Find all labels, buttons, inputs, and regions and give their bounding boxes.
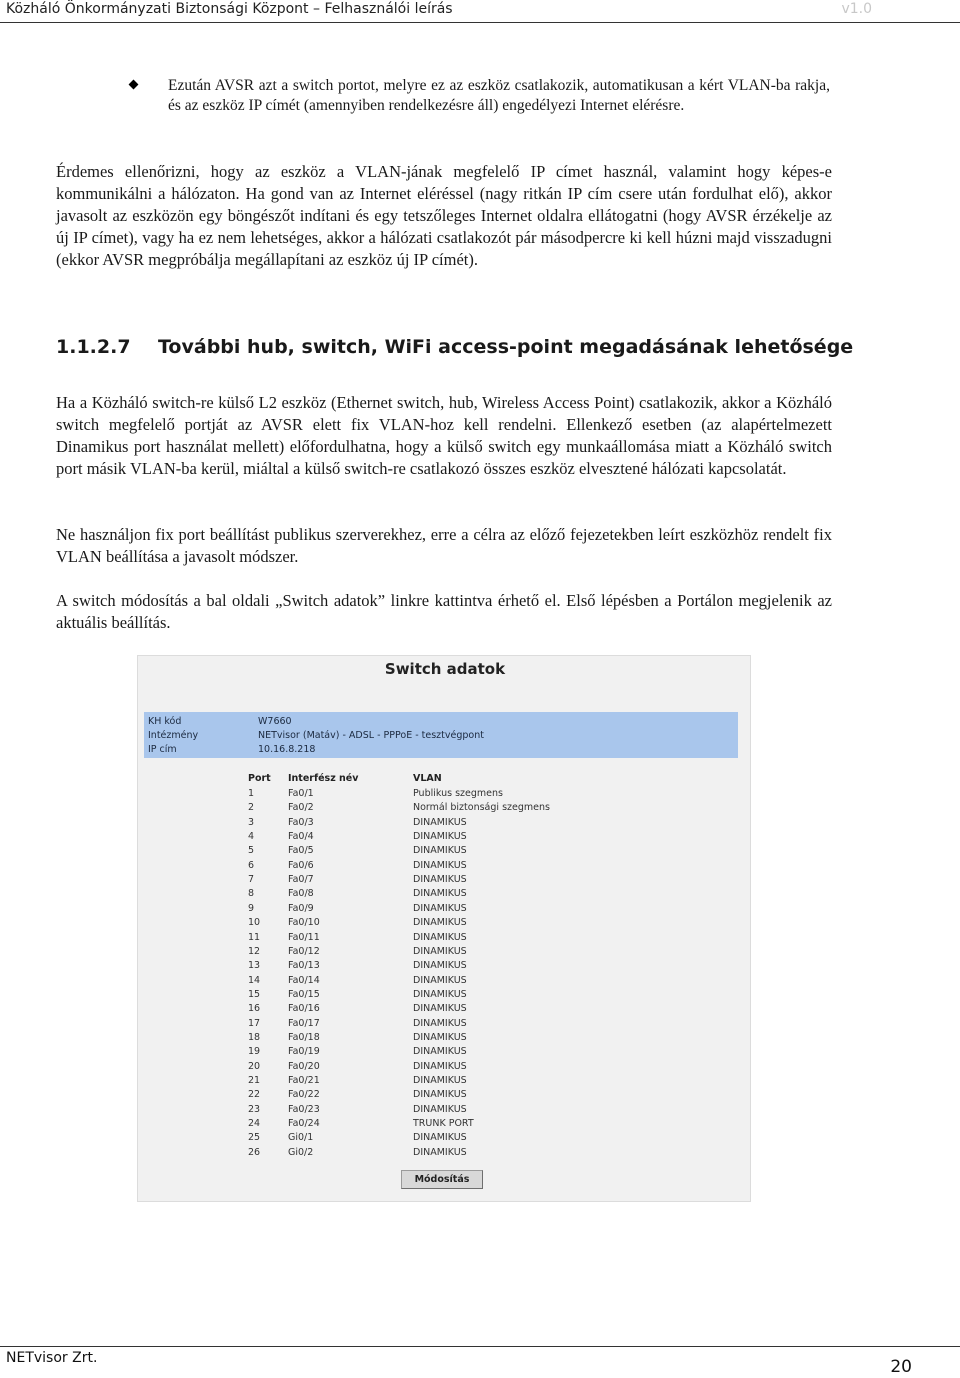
info-value: NETvisor (Matáv) - ADSL - PPPoE - tesztvégpont (258, 730, 484, 741)
port-cell: 26 (248, 1146, 261, 1158)
interface-cell: Fa0/4 (288, 831, 314, 843)
port-cell: 23 (248, 1103, 261, 1115)
port-cell: 20 (248, 1060, 261, 1072)
col-interface: Interfész név (288, 773, 359, 784)
interface-cell: Fa0/18 (288, 1031, 320, 1043)
paragraph-external-l2: Ha a Közháló switch-re külső L2 eszköz (Ethernet switch, hub, Wireless Access Point) csatlakozik, akkor a Közháló switch megfelelő portját az AVSR elett fix VLAN-hoz kell rendelni. Ellenkező esetben (az alapértelmezett Dinamikus port használat mellett) előfordulhatna, hogy a külső switch egy munkaállomása miatt a Közháló switch port másik VLAN-ba kerül, miáltal a külső switch-re csatlakozó összes eszköz elvesztené hálózati kapcsolatát. (56, 393, 832, 478)
port-cell: 18 (248, 1031, 261, 1043)
interface-cell: Fa0/2 (288, 802, 314, 814)
switch-data-title: Switch adatok (384, 660, 506, 678)
interface-cell: Fa0/9 (288, 902, 314, 914)
interface-cell: Fa0/16 (288, 1003, 320, 1015)
modify-button[interactable]: Módosítás (401, 1170, 483, 1189)
info-value: 10.16.8.218 (258, 744, 316, 755)
vlan-cell: DINAMIKUS (413, 1089, 467, 1101)
port-cell: 1 (248, 788, 255, 799)
vlan-cell: DINAMIKUS (413, 1031, 467, 1043)
page-number: 20 (890, 1357, 912, 1377)
interface-cell: Gi0/1 (288, 1132, 314, 1144)
diamond-bullet-icon (129, 80, 139, 90)
vlan-cell: DINAMIKUS (413, 1003, 467, 1015)
section-heading (56, 336, 856, 358)
vlan-cell: DINAMIKUS (413, 945, 467, 957)
port-cell: 24 (248, 1118, 261, 1130)
interface-cell: Fa0/22 (288, 1089, 320, 1101)
port-cell: 22 (248, 1089, 261, 1101)
interface-cell: Fa0/8 (288, 888, 314, 900)
port-cell: 11 (248, 931, 261, 943)
interface-cell: Fa0/10 (288, 917, 320, 929)
port-cell: 9 (248, 902, 255, 914)
vlan-cell: DINAMIKUS (413, 1103, 467, 1115)
interface-cell: Fa0/17 (288, 1017, 320, 1029)
vlan-cell: DINAMIKUS (413, 974, 467, 986)
port-cell: 8 (248, 888, 255, 900)
interface-cell: Fa0/7 (288, 874, 314, 886)
port-cell: 25 (248, 1132, 261, 1144)
vlan-cell: Normál biztonsági szegmens (413, 802, 550, 814)
port-cell: 16 (248, 1003, 261, 1015)
paragraph-fixed-port: Ne használjon fix port beállítást publikus szerverekhez, erre a célra az előző fejezetekben leírt eszközhöz rendelt fix VLAN beállítása a javasolt módszer. (56, 525, 832, 566)
footer-rule (0, 1346, 960, 1347)
port-cell: 15 (248, 988, 261, 1000)
port-cell: 13 (248, 960, 261, 972)
info-label: IP cím (148, 744, 177, 755)
vlan-cell: DINAMIKUS (413, 917, 467, 929)
interface-cell: Fa0/21 (288, 1075, 320, 1086)
interface-cell: Fa0/11 (288, 931, 320, 943)
interface-cell: Fa0/6 (288, 859, 314, 871)
section-title: További hub, switch, WiFi access-point megadásának lehetősége (158, 336, 854, 358)
section-number: 1.1.2.7 (56, 336, 131, 358)
vlan-cell: DINAMIKUS (413, 831, 467, 843)
port-cell: 5 (248, 845, 255, 857)
paragraph-switch-link: A switch módosítás a bal oldali „Switch adatok” linkre kattintva érhető el. Első lépésben a Portálon megjelenik az aktuális beállítás. (56, 591, 832, 632)
vlan-cell: DINAMIKUS (413, 845, 467, 857)
vlan-cell: TRUNK PORT (413, 1118, 474, 1130)
vlan-cell: DINAMIKUS (413, 1046, 467, 1058)
interface-cell: Fa0/3 (288, 816, 314, 828)
port-cell: 7 (248, 874, 255, 886)
vlan-cell: DINAMIKUS (413, 1017, 467, 1029)
header-rule (0, 22, 960, 23)
footer-company: NETvisor Zrt. (6, 1350, 98, 1366)
port-cell: 10 (248, 917, 261, 929)
vlan-cell: DINAMIKUS (413, 888, 467, 900)
switch-data-screenshot (137, 655, 751, 1202)
vlan-cell: DINAMIKUS (413, 1132, 467, 1144)
interface-cell: Fa0/24 (288, 1118, 320, 1130)
paragraph-verification: Érdemes ellenőrizni, hogy az eszköz a VLAN-jának megfelelő IP címet használ, valamint hogy képes-e kommunikálni a hálózaton. Ha gond van az Internet eléréssel (nagy ritkán IP cím csere után fordulhat elő), akkor javasolt az eszközön egy böngészőt indítani és egy tetszőleges Internet oldalra ellátogatni (hogy AVSR érzékelje az új IP címet), vagy ha ez nem lehetséges, akkor a hálózati csatlakozót pár másodpercre ki kell húzni majd visszadugni (ekkor AVSR megpróbálja megállapítani az eszköz új IP címét). (56, 162, 832, 269)
interface-cell: Fa0/23 (288, 1103, 320, 1115)
port-cell: 12 (248, 945, 261, 957)
interface-cell: Fa0/12 (288, 945, 320, 957)
port-cell: 4 (248, 831, 255, 843)
vlan-cell: DINAMIKUS (413, 859, 467, 871)
vlan-cell: DINAMIKUS (413, 902, 467, 914)
port-cell: 3 (248, 816, 255, 828)
vlan-cell: DINAMIKUS (413, 874, 467, 886)
vlan-cell: DINAMIKUS (413, 1075, 467, 1086)
col-vlan: VLAN (413, 773, 442, 784)
device-info-box (144, 712, 738, 758)
port-cell: 17 (248, 1017, 261, 1029)
header-version: v1.0 (841, 1, 872, 17)
interface-cell: Fa0/15 (288, 988, 320, 1000)
port-cell: 21 (248, 1075, 261, 1086)
port-cell: 19 (248, 1046, 261, 1058)
vlan-cell: DINAMIKUS (413, 931, 467, 943)
info-label: Intézmény (148, 730, 199, 741)
bullet-text: Ezután AVSR azt a switch portot, melyre ez az eszköz csatlakozik, automatikusan a kért VLAN-ba rakja, és az eszköz IP címét (amennyiben rendelkezésre áll) engedélyezi Internet elérésre. (168, 77, 830, 114)
port-cell: 6 (248, 859, 255, 871)
info-value: W7660 (258, 716, 292, 727)
interface-cell: Fa0/1 (288, 788, 314, 799)
info-label: KH kód (148, 716, 182, 727)
port-cell: 14 (248, 974, 261, 986)
vlan-cell: DINAMIKUS (413, 816, 467, 828)
page-header (0, 0, 960, 22)
col-port: Port (248, 773, 271, 784)
interface-cell: Fa0/14 (288, 974, 320, 986)
vlan-cell: DINAMIKUS (413, 988, 467, 1000)
port-cell: 2 (248, 802, 255, 814)
interface-cell: Fa0/13 (288, 960, 320, 972)
interface-cell: Gi0/2 (288, 1146, 314, 1158)
vlan-cell: Publikus szegmens (413, 788, 503, 799)
vlan-cell: DINAMIKUS (413, 1060, 467, 1072)
vlan-cell: DINAMIKUS (413, 1146, 467, 1158)
interface-cell: Fa0/20 (288, 1060, 320, 1072)
header-title: Közháló Önkormányzati Biztonsági Központ – Felhasználói leírás (6, 1, 453, 17)
interface-cell: Fa0/19 (288, 1046, 320, 1058)
interface-cell: Fa0/5 (288, 845, 314, 857)
vlan-cell: DINAMIKUS (413, 960, 467, 972)
